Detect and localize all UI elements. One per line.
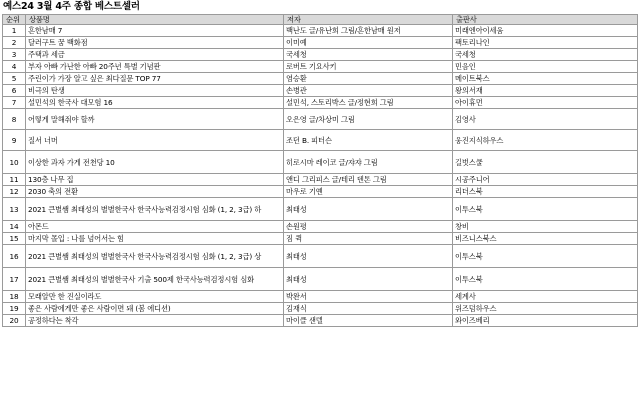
publisher-cell: 민음인 [453,61,638,73]
title-cell: 질서 너머 [26,130,284,151]
title-cell: 마지막 몰입 : 나를 넘어서는 힘 [26,233,284,245]
author-cell: 짐 퀵 [284,233,453,245]
title-cell: 좋은 사람에게만 좋은 사람이면 돼 (봄 에디션) [26,303,284,315]
title-cell: 아몬드 [26,221,284,233]
rank-cell: 16 [3,245,26,268]
title-cell: 130층 나무 집 [26,174,284,186]
table-row [3,303,638,315]
publisher-cell: 왕의서재 [453,85,638,97]
rank-cell: 5 [3,73,26,85]
author-cell: 오은영 글/차상미 그림 [284,109,453,130]
table-row [3,73,638,85]
title-cell: 부자 아빠 가난한 아빠 20주년 특별 기념판 [26,61,284,73]
page-title: 예스24 3월 4주 종합 베스트셀러 [3,1,140,12]
author-cell: 앤디 그리피스 글/테리 덴톤 그림 [284,174,453,186]
title-cell: 비극의 탄생 [26,85,284,97]
rank-cell: 4 [3,61,26,73]
title-cell: 모래알만 한 진실이라도 [26,291,284,303]
header-title: 상품명 [26,15,284,25]
publisher-cell: 창비 [453,221,638,233]
bestseller-table [2,14,638,327]
author-cell: 손병관 [284,85,453,97]
table-row [3,221,638,233]
rank-cell: 3 [3,49,26,61]
title-cell: 설민석의 한국사 대모험 16 [26,97,284,109]
table-row [3,109,638,130]
table-row [3,315,638,327]
table-row [3,291,638,303]
rank-cell: 15 [3,233,26,245]
publisher-cell: 아이휴먼 [453,97,638,109]
table-row [3,198,638,221]
author-cell: 최태성 [284,198,453,221]
author-cell: 최태성 [284,245,453,268]
table-row [3,49,638,61]
title-cell: 2021 큰별쌤 최태성의 별별한국사 기출 500제 한국사능력검정시험 심화 [26,268,284,291]
publisher-cell: 비즈니스북스 [453,233,638,245]
title-cell: 2021 큰별쌤 최태성의 별별한국사 한국사능력검정시험 심화 (1, 2, 3급) 하 [26,198,284,221]
title-cell: 2030 축의 전환 [26,186,284,198]
table-row [3,61,638,73]
author-cell: 김재식 [284,303,453,315]
rank-cell: 10 [3,151,26,174]
publisher-cell: 길벗스쿨 [453,151,638,174]
header-rank: 순위 [3,15,26,25]
title-cell: 주린이가 가장 알고 싶은 최다질문 TOP 77 [26,73,284,85]
publisher-cell: 이투스북 [453,245,638,268]
title-cell: 공정하다는 착각 [26,315,284,327]
author-cell: 마이클 샌델 [284,315,453,327]
title-cell: 어떻게 말해줘야 할까 [26,109,284,130]
table-row [3,186,638,198]
author-cell: 박완서 [284,291,453,303]
publisher-cell: 이투스북 [453,198,638,221]
publisher-cell: 세계사 [453,291,638,303]
table-row [3,85,638,97]
author-cell: 이미예 [284,37,453,49]
title-cell: 달러구트 꿈 백화점 [26,37,284,49]
table-row [3,233,638,245]
publisher-cell: 팩토리나인 [453,37,638,49]
rank-cell: 12 [3,186,26,198]
rank-cell: 14 [3,221,26,233]
author-cell: 백난도 글/유난희 그림/흔한남매 원저 [284,25,453,37]
rank-cell: 7 [3,97,26,109]
rank-cell: 17 [3,268,26,291]
publisher-cell: 리더스북 [453,186,638,198]
table-row [3,130,638,151]
publisher-cell: 김영사 [453,109,638,130]
rank-cell: 20 [3,315,26,327]
title-cell: 2021 큰별쌤 최태성의 별별한국사 한국사능력검정시험 심화 (1, 2, 3급) 상 [26,245,284,268]
author-cell: 조던 B. 피터슨 [284,130,453,151]
rank-cell: 11 [3,174,26,186]
author-cell: 마우로 기옌 [284,186,453,198]
header-author: 저자 [284,15,453,25]
rank-cell: 9 [3,130,26,151]
rank-cell: 1 [3,25,26,37]
rank-cell: 19 [3,303,26,315]
publisher-cell: 위즈덤하우스 [453,303,638,315]
publisher-cell: 미래엔아이세움 [453,25,638,37]
rank-cell: 6 [3,85,26,97]
publisher-cell: 와이즈베리 [453,315,638,327]
publisher-cell: 시공주니어 [453,174,638,186]
author-cell: 로버트 기요사키 [284,61,453,73]
table-row [3,174,638,186]
author-cell: 국세청 [284,49,453,61]
author-cell: 히로시마 레이코 글/쟈쟈 그림 [284,151,453,174]
author-cell: 설민석, 스토리박스 글/정현희 그림 [284,97,453,109]
rank-cell: 2 [3,37,26,49]
publisher-cell: 웅진지식하우스 [453,130,638,151]
title-cell: 흔한남매 7 [26,25,284,37]
table-row [3,25,638,37]
table-row [3,245,638,268]
rank-cell: 18 [3,291,26,303]
rank-cell: 13 [3,198,26,221]
title-cell: 주택과 세금 [26,49,284,61]
publisher-cell: 이투스북 [453,268,638,291]
publisher-cell: 국세청 [453,49,638,61]
header-publisher: 출판사 [453,15,638,25]
table-header-row [3,15,638,25]
author-cell: 최태성 [284,268,453,291]
table-row [3,151,638,174]
rank-cell: 8 [3,109,26,130]
author-cell: 손원평 [284,221,453,233]
table-row [3,268,638,291]
publisher-cell: 메이트북스 [453,73,638,85]
table-row [3,97,638,109]
title-cell: 이상한 과자 가게 전천당 10 [26,151,284,174]
table-row [3,37,638,49]
author-cell: 염승환 [284,73,453,85]
